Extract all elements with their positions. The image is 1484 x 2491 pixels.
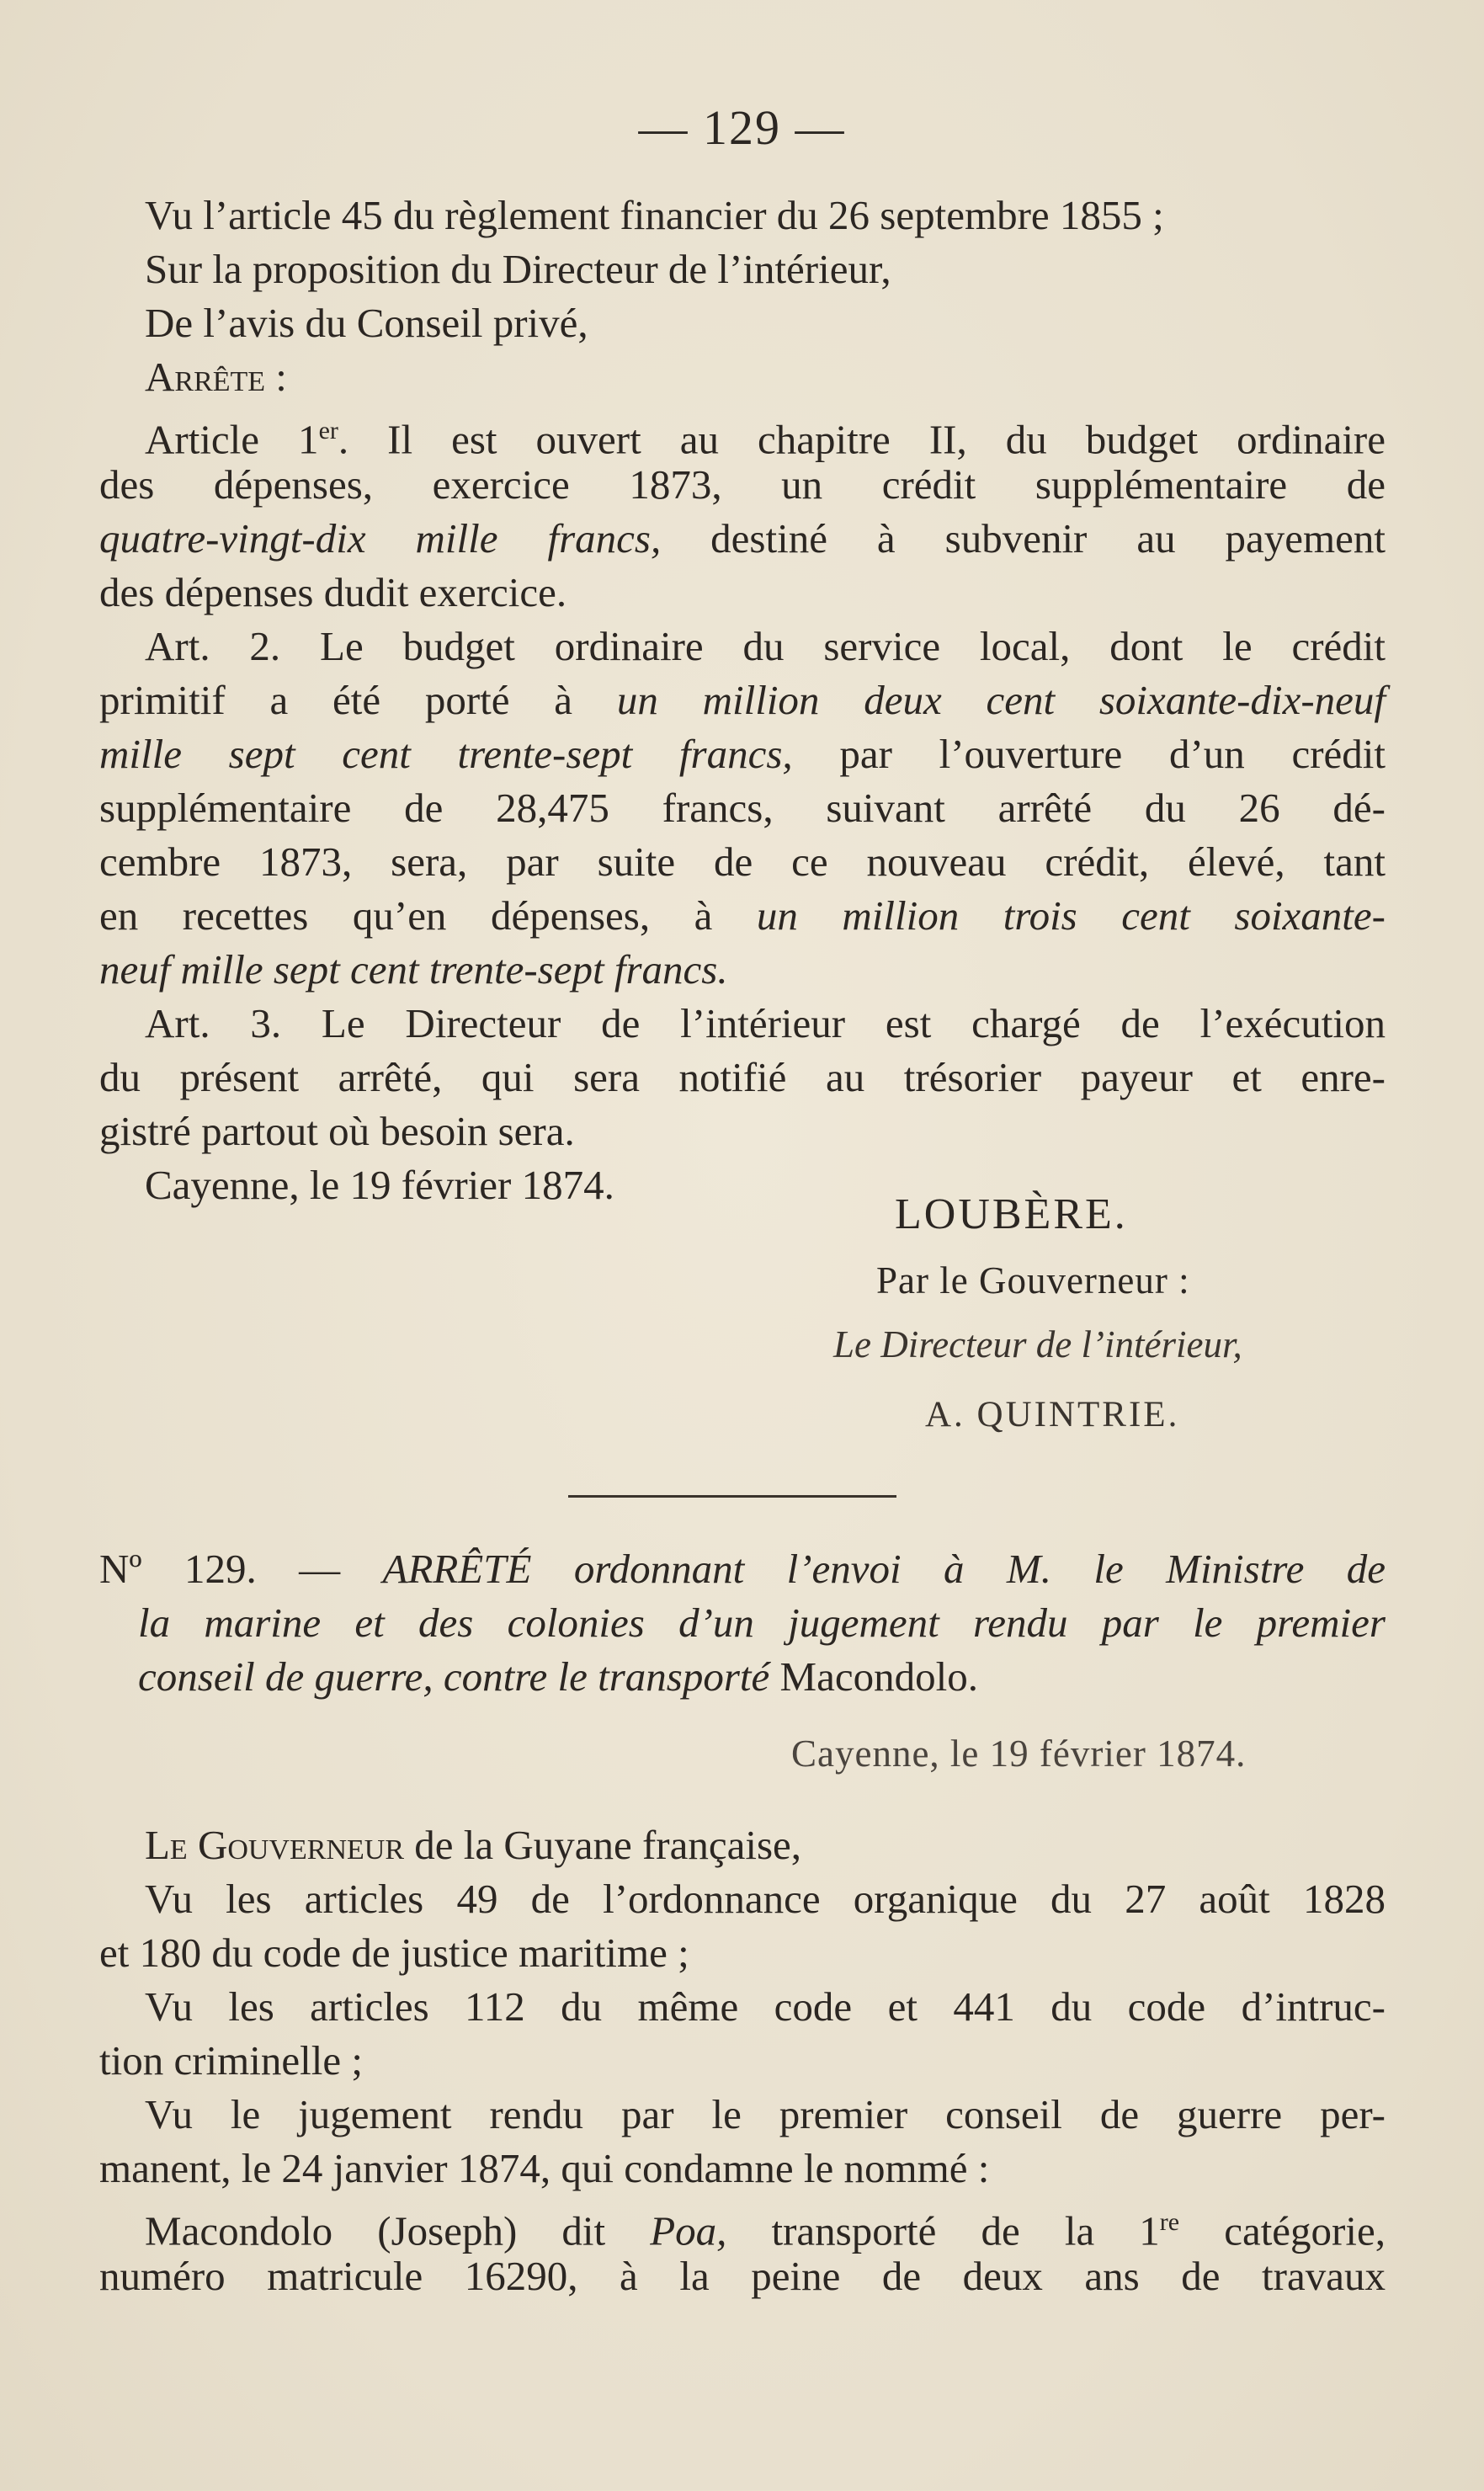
signer-name: A. QUINTRIE. [925,1395,1180,1434]
visa-line: Vu les articles 112 du même code et 441 du code d’intruc- [145,1983,1386,2030]
amount-words: quatre-vingt-dix mille francs, [99,515,662,562]
article-2-line: Art. 2. Le budget ordinaire du service local, dont le crédit [145,623,1386,669]
governor-signature: LOUBÈRE. [895,1190,1128,1238]
decree-body [99,189,1386,1212]
visa-line: Vu le jugement rendu par le premier conseil de guerre per- [145,2091,1386,2137]
page-number: — 129 — [638,100,846,155]
article-3-line: du présent arrêté, qui sera notifié au trésorier payeur et enre- [99,1054,1386,1100]
convict-text: transporté de la 1 [726,2207,1160,2254]
amount-words: un million trois cent soixante- [756,892,1386,939]
convict-text: Macondolo (Joseph) dit [145,2207,651,2254]
visa-line: manent, le 24 janvier 1874, qui condamne le nommé : [99,2145,990,2191]
article-1-line: des dépenses dudit exercice. [99,569,567,615]
arrete-heading: Arrête : [145,354,287,400]
article-1-text: destiné à subvenir au payement [661,515,1386,562]
convict-line [99,2196,1386,2254]
visa-line: Vu les articles 49 de l’ordonnance organique du 27 août 1828 [145,1876,1386,1922]
preamble-line: Sur la proposition du Directeur de l’intérieur, [145,246,891,292]
article-2-text: en recettes qu’en dépenses, à [99,892,757,939]
signature-title: Le Directeur de l’intérieur, [833,1323,1242,1365]
decree-129-body [99,1818,1386,2303]
signature-by-line: Par le Gouverneur : [876,1259,1190,1301]
article-2-line: supplémentaire de 28,475 francs, suivant arrêté du 26 dé- [99,785,1386,831]
article-3-line: gistré partout où besoin sera. [99,1108,575,1154]
governor-line [99,1818,1386,1872]
article-1-line [99,404,1386,463]
article-2-line: cembre 1873, sera, par suite de ce nouveau crédit, élevé, tant [99,838,1386,885]
article-2-line [99,727,1386,781]
visa-line: et 180 du code de justice maritime ; [99,1929,689,1976]
convict-line: numéro matricule 16290, à la peine de deux ans de travaux [99,2253,1386,2299]
article-2-text: par l’ouverture d’un crédit [792,731,1386,777]
heading-line: la marine et des colonies d’un jugement rendu par le premier [138,1599,1386,1646]
heading-line [99,1542,1386,1596]
decree-129-heading [99,1542,1386,1704]
convict-text: catégorie, [1179,2207,1386,2254]
convict-alias: Poa, [650,2207,727,2254]
article-2-text: primitif a été porté à [99,677,617,723]
preamble-line: De l’avis du Conseil privé, [145,300,588,346]
preamble-line: Vu l’article 45 du règlement financier du 26 septembre 1855 ; [145,192,1164,238]
convict-name: Macondolo. [769,1653,978,1700]
article-3-line: Art. 3. Le Directeur de l’intérieur est chargé de l’exécution [145,1000,1386,1046]
decree-dateline: Cayenne, le 19 février 1874. [791,1733,1247,1775]
ordinal-suffix: re [1159,2208,1180,2236]
section-divider [568,1495,896,1498]
governor-title: Le Gouverneur [145,1822,404,1868]
article-2-line: neuf mille sept cent trente-sept francs. [99,946,728,993]
decree-title: ARRÊTÉ ordonnant l’envoi à M. le Ministre de [382,1546,1386,1592]
place-date: Cayenne, le 19 février 1874. [145,1162,614,1208]
amount-words: mille sept cent trente-sept francs, [99,731,793,777]
heading-line [99,1650,1386,1704]
article-1-line [99,512,1386,566]
decree-title: conseil de guerre, contre le transporté [138,1653,770,1700]
decree-number: Nº 129. — [99,1546,383,1592]
article-2-line [99,889,1386,943]
visa-line: tion criminelle ; [99,2037,363,2084]
article-2-line [99,673,1386,727]
governor-text: de la Guyane française, [404,1822,802,1868]
article-1-text: . Il est ouvert au chapitre II, du budget ordinaire [338,416,1386,463]
article-1-label: Article 1 [145,416,319,463]
article-1-line: des dépenses, exercice 1873, un crédit supplémentaire de [99,461,1386,508]
ordinal-suffix: er [318,417,338,444]
amount-words: un million deux cent soixante-dix-neuf [616,677,1386,723]
